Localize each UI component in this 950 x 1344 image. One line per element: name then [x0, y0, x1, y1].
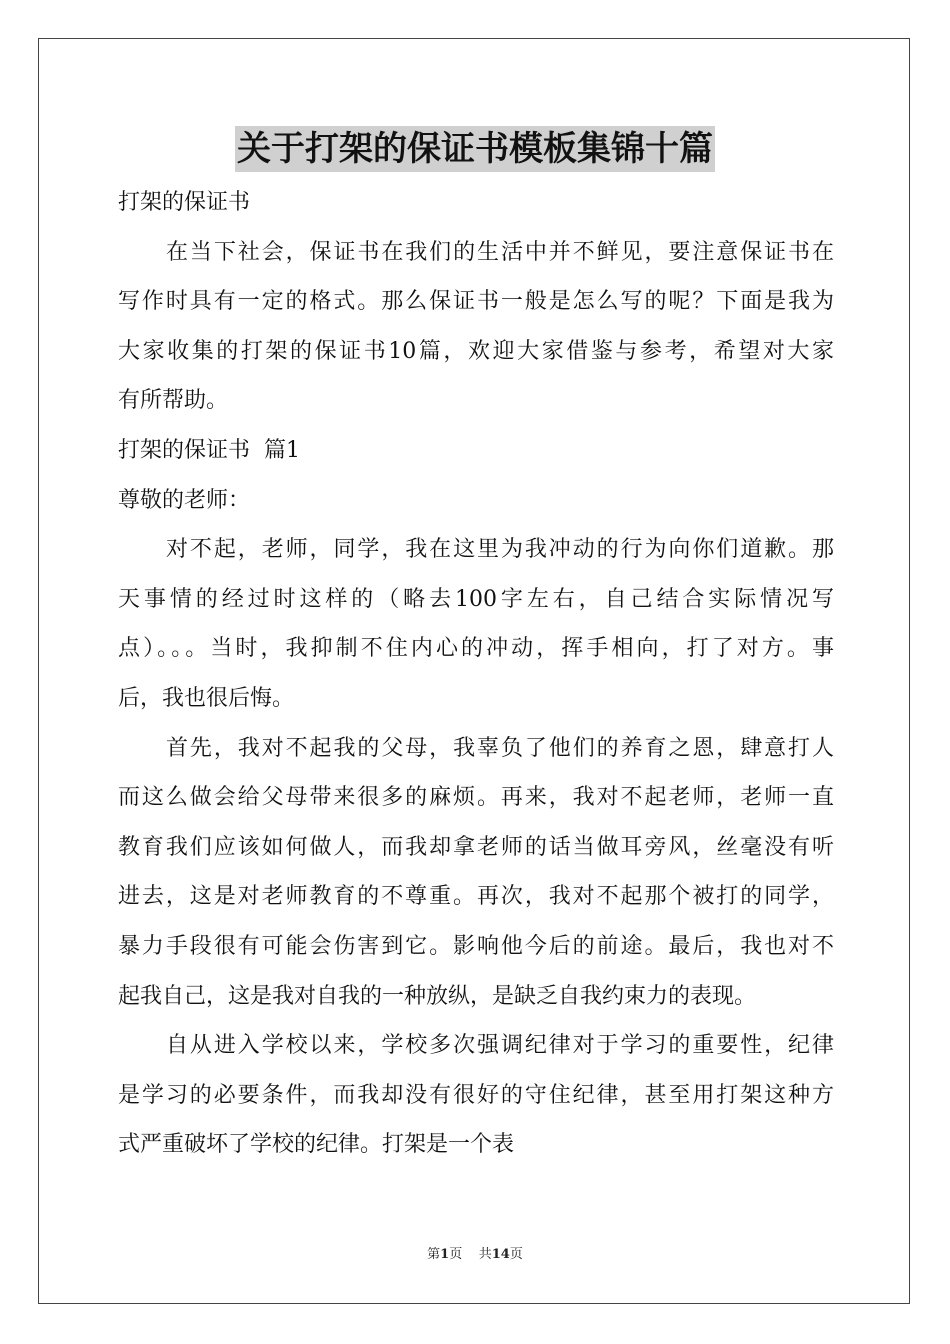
paragraph-line: 对不起，老师，同学，我在这里为我冲动的行为向你们道歉。那	[166, 537, 834, 563]
page-footer	[0, 1246, 950, 1264]
paragraph-line: 后，我也很后悔。	[118, 685, 295, 711]
paragraph-line: 有所帮助。	[118, 388, 229, 414]
current-page-number: 1	[440, 1247, 450, 1262]
paragraph-line: 首先，我对不起我的父母，我辜负了他们的养育之恩，肆意打人	[166, 735, 834, 761]
paragraph-line: 教育我们应该如何做人，而我却拿老师的话当做耳旁风，丝毫没有听	[118, 834, 834, 860]
total-page-count: 14	[491, 1247, 510, 1262]
paragraph-line: 暴力手段很有可能会伤害到它。影响他今后的前途。最后，我也对不	[118, 933, 834, 959]
title-container	[0, 126, 950, 172]
paragraph-line: 进去，这是对老师教育的不尊重。再次，我对不起那个被打的同学，	[118, 884, 834, 910]
paragraph-line: 是学习的必要条件，而我却没有很好的守住纪律，甚至用打架这种方	[118, 1082, 834, 1108]
total-suffix: 页	[509, 1247, 523, 1262]
page-suffix: 页	[449, 1247, 463, 1262]
paragraph-line: 式严重破坏了学校的纪律。打架是一个表	[118, 1132, 515, 1158]
page-prefix: 第	[427, 1247, 441, 1262]
total-prefix: 共	[478, 1247, 492, 1262]
paragraph-line: 写作时具有一定的格式。那么保证书一般是怎么写的呢？下面是我为	[118, 289, 834, 315]
document-body	[118, 178, 834, 1170]
paragraph-line: 自从进入学校以来，学校多次强调纪律对于学习的重要性，纪律	[166, 1033, 834, 1059]
salutation: 尊敬的老师：	[118, 487, 251, 513]
paragraph-line: 起我自己，这是我对自我的一种放纵，是缺乏自我约束力的表现。	[118, 983, 757, 1009]
section-heading: 打架的保证书	[118, 190, 251, 215]
section-heading: 打架的保证书 篇1	[118, 437, 300, 463]
paragraph-line: 在当下社会，保证书在我们的生活中并不鲜见，要注意保证书在	[166, 239, 834, 265]
paragraph-line: 大家收集的打架的保证书10篇，欢迎大家借鉴与参考，希望对大家	[118, 338, 834, 364]
document-title: 关于打架的保证书模板集锦十篇	[235, 126, 715, 172]
paragraph-line: 点）。。。当时，我抑制不住内心的冲动，挥手相向，打了对方。事	[118, 636, 834, 662]
paragraph-line: 天事情的经过时这样的（略去100字左右，自己结合实际情况写	[118, 586, 834, 612]
paragraph-line: 而这么做会给父母带来很多的麻烦。再来，我对不起老师，老师一直	[118, 785, 834, 811]
